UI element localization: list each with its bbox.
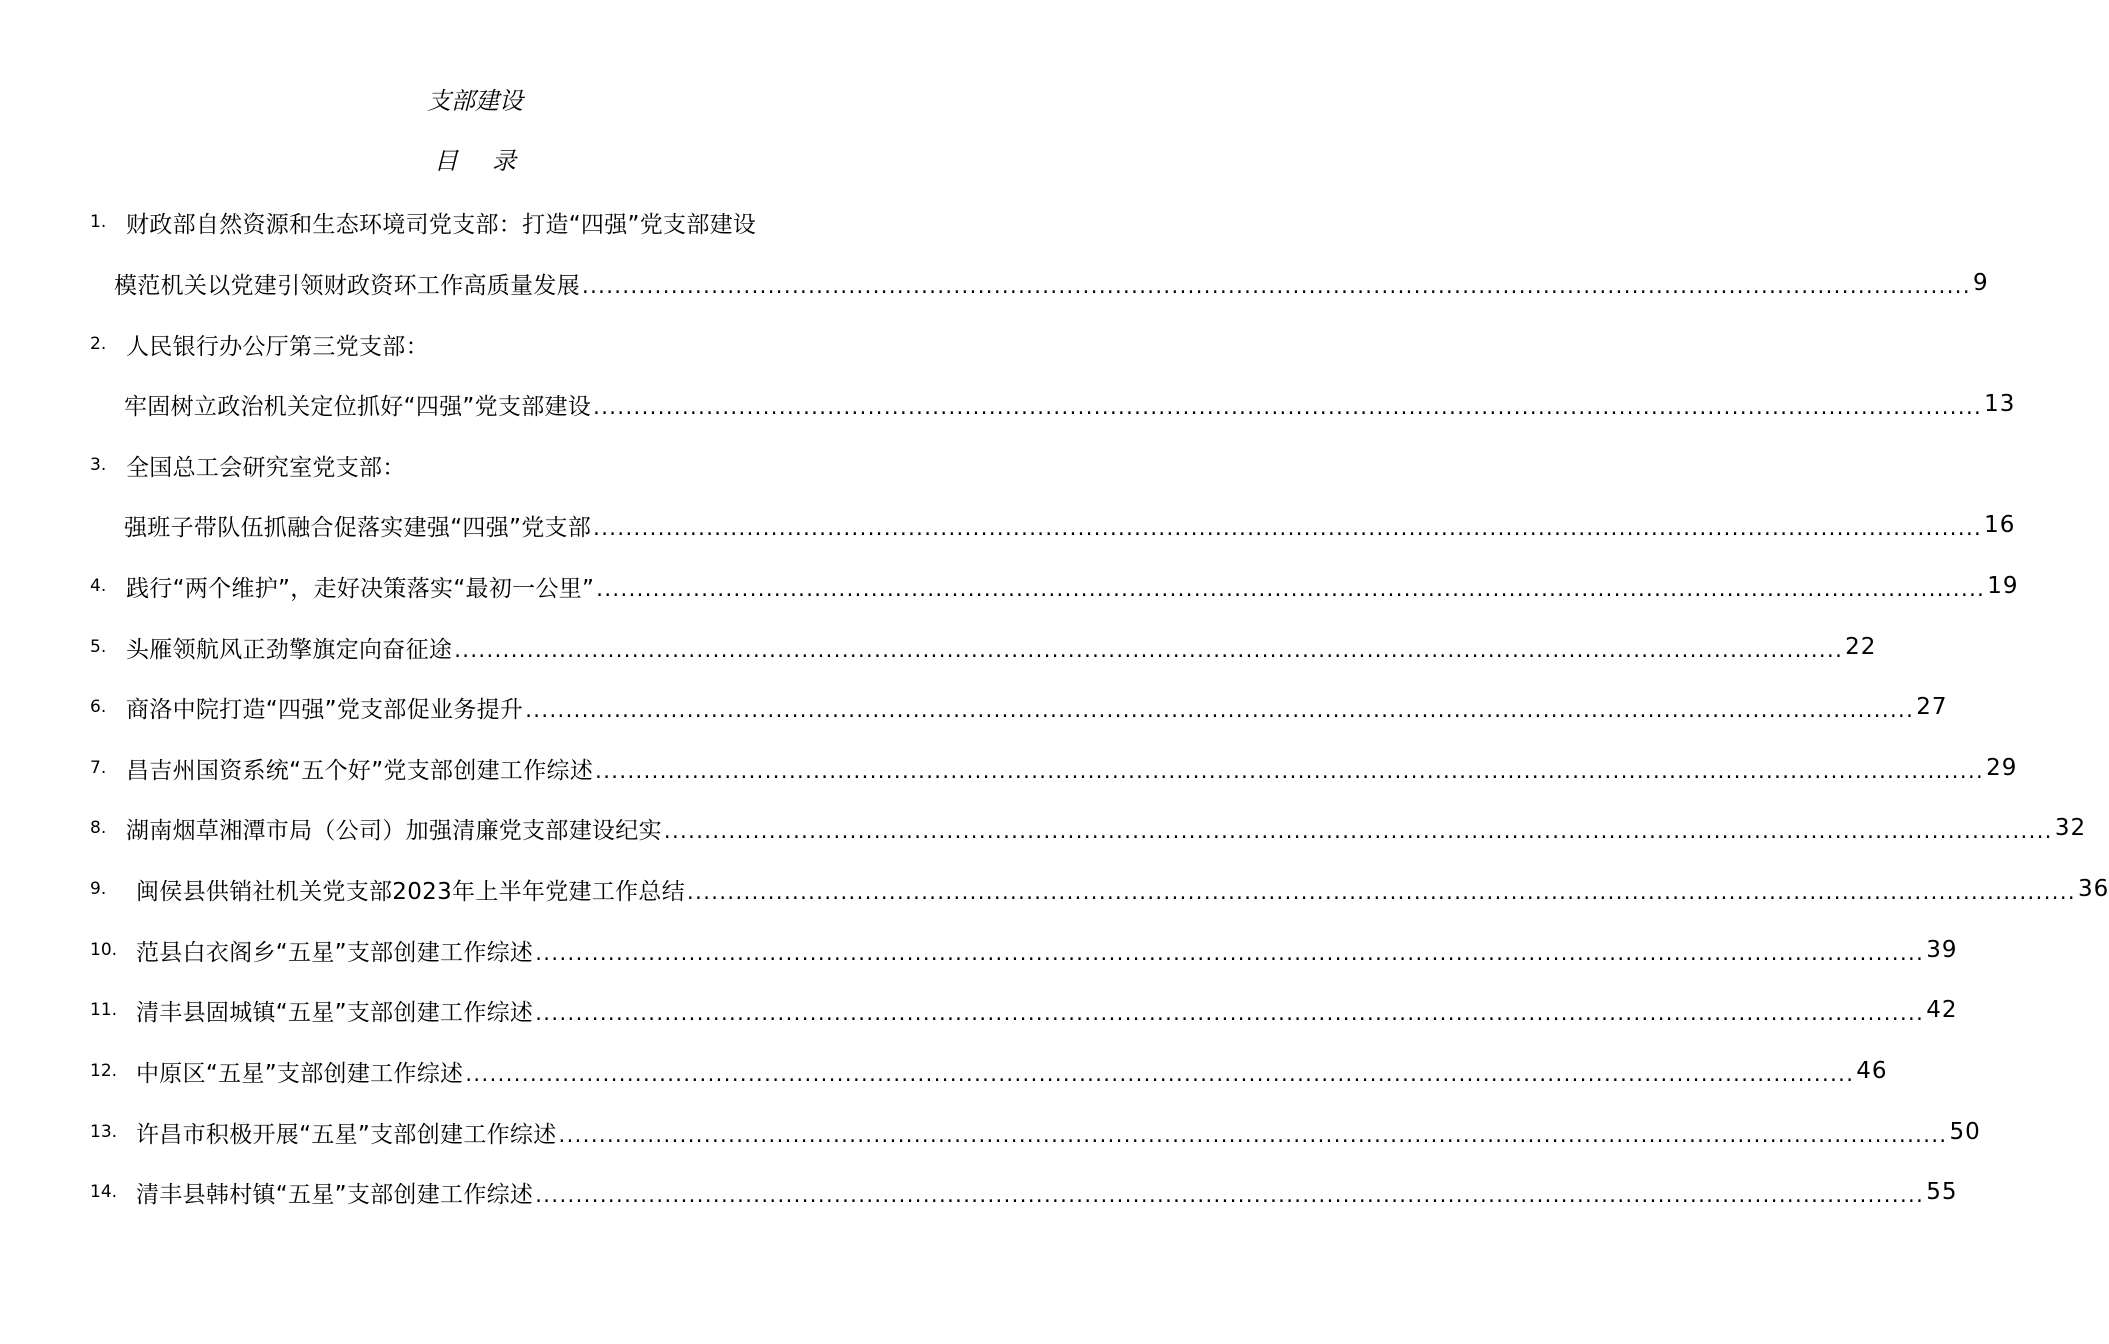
toc-heading: 目录	[434, 147, 550, 175]
leader-dots	[593, 391, 1982, 418]
toc-entry-number: 4.	[90, 576, 107, 596]
toc-entry-page: 36	[2078, 876, 2109, 902]
toc-entry-number: 8.	[90, 818, 107, 838]
toc-entry-3[interactable]	[90, 447, 870, 483]
toc-entry-page: 55	[1926, 1179, 1958, 1205]
leader-dots	[664, 815, 2053, 842]
toc-entry-number: 5.	[90, 637, 107, 657]
leader-dots	[535, 1179, 1924, 1206]
toc-entry-title: 清丰县固城镇“五星”支部创建工作综述	[136, 999, 534, 1026]
toc-entry-title: 财政部自然资源和生态环境司党支部：打造“四强”党支部建设	[126, 211, 757, 238]
toc-entry-page: 50	[1949, 1119, 1981, 1145]
toc-entry-title: 践行“两个维护”，走好决策落实“最初一公里”	[126, 575, 595, 602]
leader-dots	[465, 1058, 1854, 1085]
toc-entry-8[interactable]	[90, 810, 2087, 846]
toc-entry-subtitle: 模范机关以党建引领财政资环工作高质量发展	[114, 272, 580, 299]
toc-entry-number: 6.	[90, 697, 107, 717]
leader-dots	[595, 755, 1984, 782]
toc-entry-14[interactable]	[90, 1174, 1958, 1210]
toc-entry-title: 人民银行办公厅第三党支部：	[126, 333, 429, 360]
toc-entry-11[interactable]	[90, 992, 1958, 1028]
toc-entry-number: 10.	[90, 940, 118, 960]
toc-entry-page: 42	[1926, 997, 1958, 1023]
toc-entry-1-continuation[interactable]	[114, 265, 1989, 301]
toc-entry-13[interactable]	[90, 1114, 1981, 1150]
toc-entry-title: 范县白衣阁乡“五星”支部创建工作综述	[136, 939, 534, 966]
leader-dots	[687, 876, 2076, 903]
toc-entry-page: 13	[1984, 391, 2016, 417]
toc-entry-title: 头雁领航风正劲擎旗定向奋征途	[126, 636, 453, 663]
toc-entry-5[interactable]	[90, 629, 1877, 665]
toc-entry-subtitle: 牢固树立政治机关定位抓好“四强”党支部建设	[124, 393, 592, 420]
toc-entry-number: 7.	[90, 758, 107, 778]
toc-entry-title: 昌吉州国资系统“五个好”党支部创建工作综述	[126, 757, 594, 784]
leader-dots	[454, 634, 1843, 661]
toc-entry-9[interactable]	[90, 871, 2109, 907]
leader-dots	[535, 937, 1924, 964]
toc-entry-7[interactable]	[90, 750, 2018, 786]
toc-entry-page: 19	[1987, 573, 2019, 599]
document-title: 支部建设	[427, 87, 523, 115]
toc-entry-6[interactable]	[90, 689, 1948, 725]
toc-entry-title: 湖南烟草湘潭市局（公司）加强清廉党支部建设纪实	[126, 817, 662, 844]
leader-dots	[559, 1119, 1948, 1146]
toc-entry-title: 清丰县韩村镇“五星”支部创建工作综述	[136, 1181, 534, 1208]
toc-entry-page: 16	[1984, 512, 2016, 538]
toc-entry-subtitle: 强班子带队伍抓融合促落实建强“四强”党支部	[124, 514, 592, 541]
toc-entry-number: 11.	[90, 1000, 118, 1020]
toc-entry-title: 中原区“五星”支部创建工作综述	[136, 1060, 464, 1087]
toc-entry-number: 14.	[90, 1182, 118, 1202]
toc-entry-title: 商洛中院打造“四强”党支部促业务提升	[126, 696, 524, 723]
toc-entry-page: 27	[1916, 694, 1948, 720]
toc-entry-2[interactable]	[90, 326, 870, 362]
toc-entry-number: 12.	[90, 1061, 118, 1081]
toc-entry-number: 13.	[90, 1122, 118, 1142]
toc-entry-number: 2.	[90, 334, 107, 354]
toc-entry-page: 29	[1986, 755, 2018, 781]
toc-entry-number: 9.	[90, 879, 107, 899]
toc-entry-10[interactable]	[90, 932, 1958, 968]
toc-entry-title: 全国总工会研究室党支部：	[126, 454, 406, 481]
toc-entry-page: 9	[1972, 270, 1989, 296]
toc-entry-page: 46	[1856, 1058, 1888, 1084]
toc-entry-12[interactable]	[90, 1053, 1888, 1089]
leader-dots	[593, 512, 1982, 539]
toc-entry-number: 3.	[90, 455, 107, 475]
toc-entry-3-continuation[interactable]	[124, 507, 2016, 543]
leader-dots	[525, 694, 1914, 721]
toc-entry-number: 1.	[90, 212, 107, 232]
toc-entry-2-continuation[interactable]	[124, 386, 2016, 422]
toc-entry-page: 32	[2054, 815, 2087, 841]
leader-dots	[596, 573, 1985, 600]
toc-entry-title: 许昌市积极开展“五星”支部创建工作综述	[136, 1121, 557, 1148]
toc-entry-title: 闽侯县供销社机关党支部2023年上半年党建工作总结	[136, 878, 686, 905]
leader-dots	[582, 270, 1971, 297]
toc-entry-page: 22	[1845, 634, 1877, 660]
toc-entry-page: 39	[1926, 937, 1958, 963]
leader-dots	[535, 997, 1924, 1024]
toc-entry-1[interactable]	[90, 204, 870, 240]
toc-entry-4[interactable]	[90, 568, 2019, 604]
